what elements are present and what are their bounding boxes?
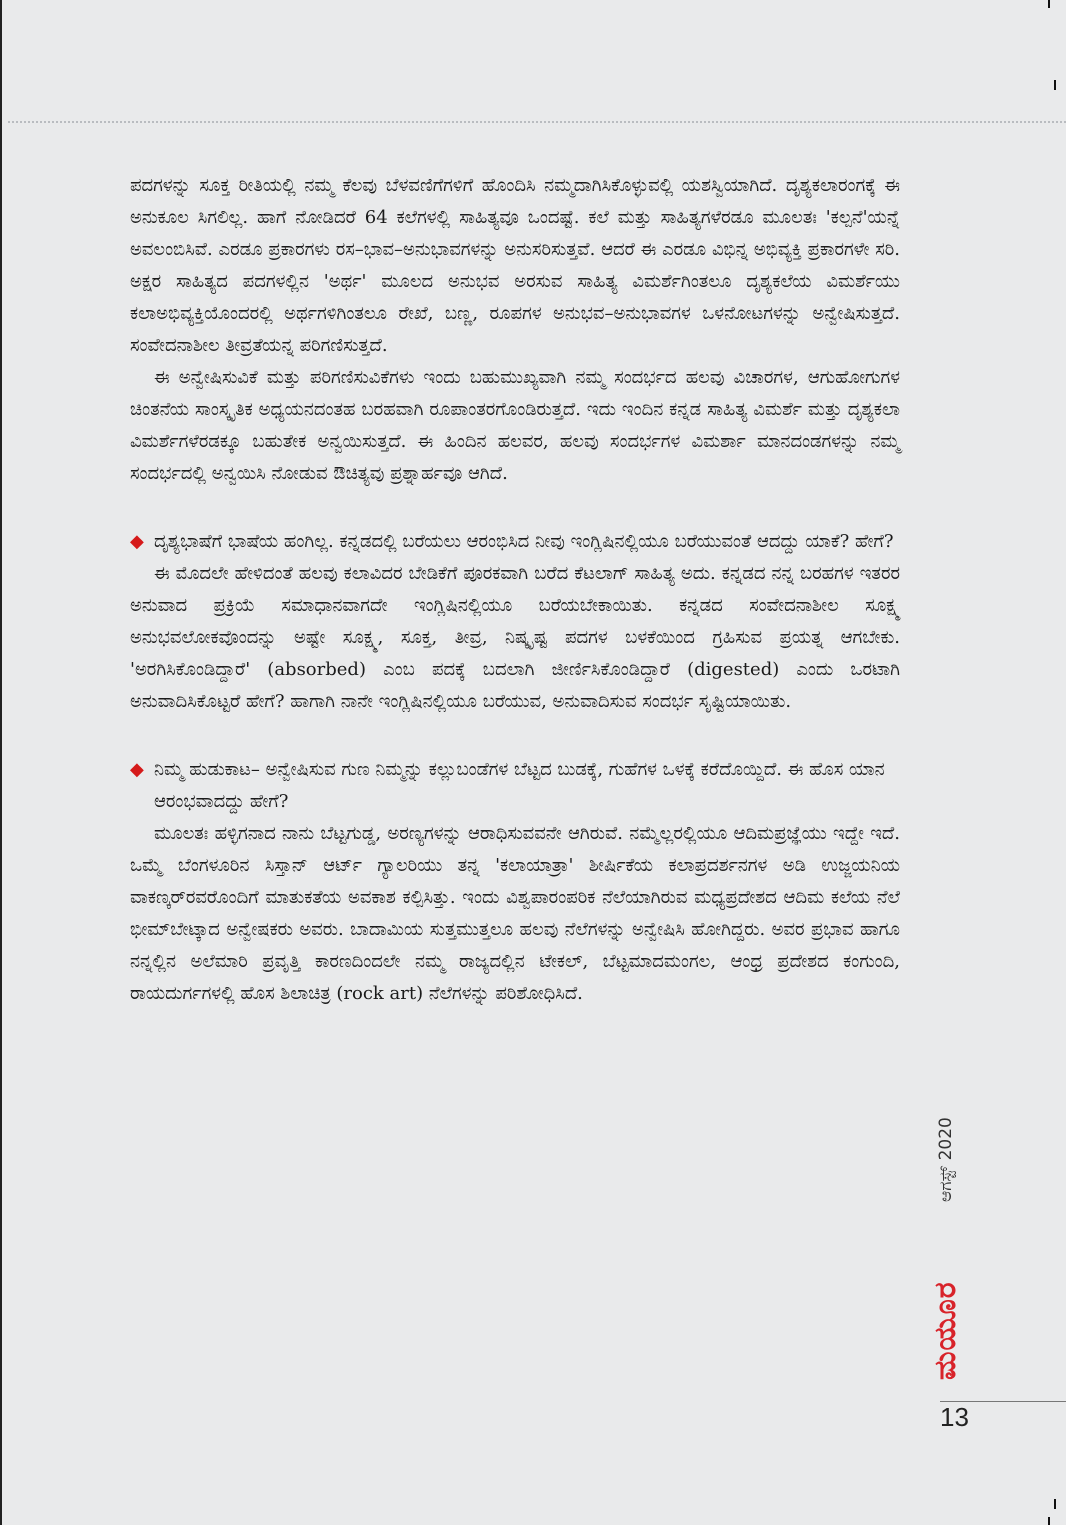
- diamond-bullet-icon: ◆: [130, 531, 144, 552]
- question-text: ದೃಶ್ಯಭಾಷೆಗೆ ಭಾಷೆಯ ಹಂಗಿಲ್ಲ. ಕನ್ನಡದಲ್ಲಿ ಬರೆಯಲು ಆರಂಭಿಸಿದ ನೀವು ಇಂಗ್ಲಿಷಿನಲ್ಲಿಯೂ ಬರೆಯುವಂತೆ ಆದದ್ದು ಯಾಕೆ? ಹೇಗೆ?: [154, 531, 894, 552]
- diamond-bullet-icon: ◆: [130, 759, 144, 780]
- article-body: [130, 170, 900, 1010]
- crop-mark: [1054, 1499, 1056, 1509]
- interview-question: [130, 526, 900, 558]
- dotted-divider: [8, 121, 1066, 123]
- interview-question: [130, 754, 900, 818]
- page-number: 13: [940, 1402, 969, 1432]
- article-paragraph: ಈ ಅನ್ವೇಷಿಸುವಿಕೆ ಮತ್ತು ಪರಿಗಣಿಸುವಿಕೆಗಳು ಇಂದು ಬಹುಮುಖ್ಯವಾಗಿ ನಮ್ಮ ಸಂದರ್ಭದ ಹಲವು ವಿಚಾರಗಳ, ಆಗುಹೋಗುಗಳ ಚಿಂತನೆಯ ಸಾಂಸ್ಕೃತಿಕ ಅಧ್ಯಯನದಂತಹ ಬರಹವಾಗಿ ರೂಪಾಂತರಗೊಂಡಿರುತ್ತದೆ. ಇದು ಇಂದಿನ ಕನ್ನಡ ಸಾಹಿತ್ಯ ವಿಮರ್ಶೆ ಮತ್ತು ದೃಶ್ಯಕಲಾ ವಿಮರ್ಶೆಗಳೆರಡಕ್ಕೂ ಬಹುತೇಕ ಅನ್ವಯಿಸುತ್ತದೆ. ಈ ಹಿಂದಿನ ಹಲವರ, ಹಲವು ಸಂದರ್ಭಗಳ ವಿಮರ್ಶಾ ಮಾನದಂಡಗಳನ್ನು ನಮ್ಮ ಸಂದರ್ಭದಲ್ಲಿ ಅನ್ವಯಿಸಿ ನೋಡುವ ಔಚಿತ್ಯವು ಪ್ರಶ್ನಾರ್ಹವೂ ಆಗಿದೆ.: [130, 367, 900, 484]
- issue-date: ಆಗಸ್ಟ್ 2020: [936, 1117, 956, 1202]
- page-sidebar: [928, 1110, 964, 1380]
- crop-mark: [1048, 1517, 1050, 1525]
- article-paragraph: ಪದಗಳನ್ನು ಸೂಕ್ತ ರೀತಿಯಲ್ಲಿ ನಮ್ಮ ಕೆಲವು ಬೆಳವಣಿಗೆಗಳಿಗೆ ಹೊಂದಿಸಿ ನಮ್ಮದಾಗಿಸಿಕೊಳ್ಳುವಲ್ಲಿ ಯಶಸ್ವಿಯಾಗಿದೆ. ದೃಶ್ಯಕಲಾರಂಗಕ್ಕೆ ಈ ಅನುಕೂಲ ಸಿಗಲಿಲ್ಲ. ಹಾಗೆ ನೋಡಿದರೆ 64 ಕಲೆಗಳಲ್ಲಿ ಸಾಹಿತ್ಯವೂ ಒಂದಷ್ಟೆ. ಕಲೆ ಮತ್ತು ಸಾಹಿತ್ಯಗಳೆರಡೂ ಮೂಲತಃ 'ಕಲ್ಪನೆ'ಯನ್ನೆ ಅವಲಂಬಿಸಿವೆ. ಎರಡೂ ಪ್ರಕಾರಗಳು ರಸ–ಭಾವ–ಅನುಭಾವಗಳನ್ನು ಅನುಸರಿಸುತ್ತವೆ. ಆದರೆ ಈ ಎರಡೂ ವಿಭಿನ್ನ ಅಭಿವ್ಯಕ್ತಿ ಪ್ರಕಾರಗಳೇ ಸರಿ. ಅಕ್ಷರ ಸಾಹಿತ್ಯದ ಪದಗಳಲ್ಲಿನ 'ಅರ್ಥ' ಮೂಲದ ಅನುಭವ ಅರಸುವ ಸಾಹಿತ್ಯ ವಿಮರ್ಶೆಗಿಂತಲೂ ದೃಶ್ಯಕಲೆಯ ವಿಮರ್ಶೆಯು ಕಲಾಅಭಿವ್ಯಕ್ತಿಯೊಂದರಲ್ಲಿ ಅರ್ಥಗಳಿಗಿಂತಲೂ ರೇಖೆ, ಬಣ್ಣ, ರೂಪಗಳ ಅನುಭವ–ಅನುಭಾವಗಳ ಒಳನೋಟಗಳನ್ನು ಅನ್ವೇಷಿಸುತ್ತದೆ. ಸಂವೇದನಾಶೀಲ ತೀವ್ರತೆಯನ್ನ ಪರಿಗಣಿಸುತ್ತದೆ.: [130, 175, 900, 356]
- crop-mark: [1048, 0, 1050, 8]
- answer-paragraph: ಈ ಮೊದಲೇ ಹೇಳಿದಂತೆ ಹಲವು ಕಲಾವಿದರ ಬೇಡಿಕೆಗೆ ಪೂರಕವಾಗಿ ಬರೆದ ಕೆಟಲಾಗ್ ಸಾಹಿತ್ಯ ಅದು. ಕನ್ನಡದ ನನ್ನ ಬರಹಗಳ ಇತರರ ಅನುವಾದ ಪ್ರಕ್ರಿಯೆ ಸಮಾಧಾನವಾಗದೇ ಇಂಗ್ಲಿಷಿನಲ್ಲಿಯೂ ಬರೆಯಬೇಕಾಯಿತು. ಕನ್ನಡದ ಸಂವೇದನಾಶೀಲ ಸೂಕ್ಷ್ಮ ಅನುಭವಲೋಕವೊಂದನ್ನು ಅಷ್ಟೇ ಸೂಕ್ಷ್ಮ, ಸೂಕ್ತ, ತೀವ್ರ, ನಿಷ್ಕೃಷ್ಟ ಪದಗಳ ಬಳಕೆಯಿಂದ ಗ್ರಹಿಸುವ ಪ್ರಯತ್ನ ಆಗಬೇಕು. 'ಅರಗಿಸಿಕೊಂಡಿದ್ದಾರೆ' (absorbed) ಎಂಬ ಪದಕ್ಕೆ ಬದಲಾಗಿ ಜೀರ್ಣಿಸಿಕೊಂಡಿದ್ದಾರೆ (digested) ಎಂದು ಒರಟಾಗಿ ಅನುವಾದಿಸಿಕೊಟ್ಟರೆ ಹೇಗೆ? ಹಾಗಾಗಿ ನಾನೇ ಇಂಗ್ಲಿಷಿನಲ್ಲಿಯೂ ಬರೆಯುವ, ಅನುವಾದಿಸುವ ಸಂದರ್ಭ ಸೃಷ್ಟಿಯಾಯಿತು.: [130, 563, 900, 712]
- question-text: ನಿಮ್ಮ ಹುಡುಕಾಟ– ಅನ್ವೇಷಿಸುವ ಗುಣ ನಿಮ್ಮನ್ನು ಕಲ್ಲುಬಂಡೆಗಳ ಬೆಟ್ಟದ ಬುಡಕ್ಕೆ, ಗುಹೆಗಳ ಒಳಕ್ಕೆ ಕರೆದೊಯ್ದಿದೆ. ಈ ಹೊಸ ಯಾನ ಆರಂಭವಾದದ್ದು ಹೇಗೆ?: [154, 759, 885, 812]
- magazine-logo: ಮಯೂರ: [928, 1281, 963, 1380]
- crop-mark: [1054, 80, 1056, 90]
- answer-paragraph: ಮೂಲತಃ ಹಳ್ಳಿಗನಾದ ನಾನು ಬೆಟ್ಟಗುಡ್ಡ, ಅರಣ್ಯಗಳನ್ನು ಆರಾಧಿಸುವವನೇ ಆಗಿರುವೆ. ನಮ್ಮೆಲ್ಲರಲ್ಲಿಯೂ ಆದಿಮಪ್ರಜ್ಞೆಯು ಇದ್ದೇ ಇದೆ. ಒಮ್ಮೆ ಬೆಂಗಳೂರಿನ ಸಿಸ್ತಾನ್ ಆರ್ಟ್ ಗ್ಯಾಲರಿಯು ತನ್ನ 'ಕಲಾಯಾತ್ರಾ' ಶೀರ್ಷಿಕೆಯ ಕಲಾಪ್ರದರ್ಶನಗಳ ಅಡಿ ಉಜ್ಜಯನಿಯ ವಾಕಣ್ಕರ್‌ರವರೊಂದಿಗೆ ಮಾತುಕತೆಯ ಅವಕಾಶ ಕಲ್ಪಿಸಿತ್ತು. ಇಂದು ವಿಶ್ವಪಾರಂಪರಿಕ ನೆಲೆಯಾಗಿರುವ ಮಧ್ಯಪ್ರದೇಶದ ಆದಿಮ ಕಲೆಯ ನೆಲೆ ಭೀಮ್‌ಬೇಟ್ಕಾದ ಅನ್ವೇಷಕರು ಅವರು. ಬಾದಾಮಿಯ ಸುತ್ತಮುತ್ತಲೂ ಹಲವು ನೆಲೆಗಳನ್ನು ಅನ್ವೇಷಿಸಿ ಹೋಗಿದ್ದರು. ಅವರ ಪ್ರಭಾವ ಹಾಗೂ ನನ್ನಲ್ಲಿನ ಅಲೆಮಾರಿ ಪ್ರವೃತ್ತಿ ಕಾರಣದಿಂದಲೇ ನಮ್ಮ ರಾಜ್ಯದಲ್ಲಿನ ಟೇಕಲ್, ಬೆಟ್ಟಮಾದಮಂಗಲ, ಆಂಧ್ರ ಪ್ರದೇಶದ ಕಂಗುಂದಿ, ರಾಯದುರ್ಗಗಳಲ್ಲಿ ಹೊಸ ಶಿಲಾಚಿತ್ರ (rock art) ನೆಲೆಗಳನ್ನು ಪರಿಶೋಧಿಸಿದೆ.: [130, 823, 900, 1004]
